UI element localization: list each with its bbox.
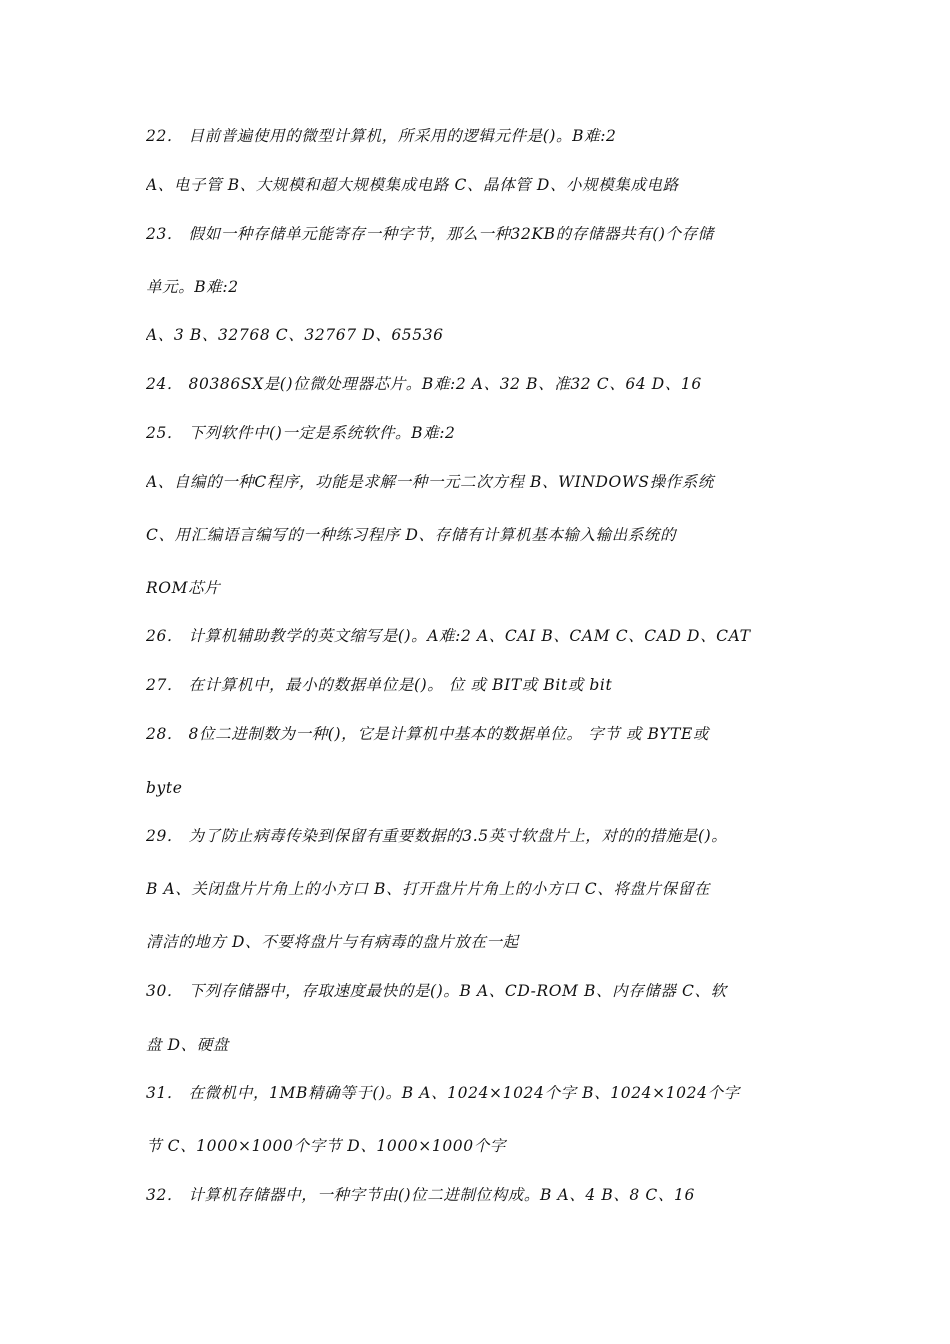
question-29-options-2: 清洁的地方 D、不要将盘片与有病毒的盘片放在一起	[146, 933, 519, 951]
question-29-options-1: B A、关闭盘片片角上的小方口 B、打开盘片片角上的小方口 C、将盘片保留在	[146, 880, 710, 898]
question-31-text: 31． 在微机中，1MB精确等于()。B A、1024×1024个字 B、1024×1024个字	[146, 1084, 740, 1102]
question-25-options-2: C、用汇编语言编写的一种练习程序 D、存储有计算机基本输入输出系统的	[146, 526, 677, 544]
question-27-text: 27． 在计算机中，最小的数据单位是()。 位 或 BIT或 Bit或 bit	[146, 676, 613, 694]
question-28-text: 28． 8位二进制数为一种()，它是计算机中基本的数据单位。 字节 或 BYTE或	[146, 725, 709, 743]
question-24-text: 24． 80386SX是()位微处理器芯片。B难:2 A、32 B、准32 C、64 D、16	[146, 375, 702, 393]
question-25-options-1: A、自编的一种C程序，功能是求解一种一元二次方程 B、WINDOWS操作系统	[146, 473, 714, 491]
question-23-text-cont: 单元。B难:2	[146, 278, 239, 296]
question-28-text-cont: byte	[146, 779, 183, 797]
question-25-options-3: ROM芯片	[146, 579, 221, 597]
question-29-text: 29． 为了防止病毒传染到保留有重要数据的3.5英寸软盘片上，对的的措施是()。	[146, 827, 728, 845]
question-30-text-cont: 盘 D、硬盘	[146, 1036, 229, 1054]
question-25-text: 25． 下列软件中()一定是系统软件。B难:2	[146, 424, 456, 442]
question-22-text: 22． 目前普遍使用的微型计算机，所采用的逻辑元件是()。B难:2	[146, 127, 617, 145]
question-32-text: 32． 计算机存储器中，一种字节由()位二进制位构成。B A、4 B、8 C、16	[146, 1186, 695, 1204]
question-23-options: A、3 B、32768 C、32767 D、65536	[146, 326, 444, 344]
question-26-text: 26． 计算机辅助教学的英文缩写是()。A难:2 A、CAI B、CAM C、CAD D、CAT	[146, 627, 751, 645]
question-23-text: 23． 假如一种存储单元能寄存一种字节，那么一种32KB的存储器共有()个存储	[146, 225, 714, 243]
question-30-text: 30． 下列存储器中，存取速度最快的是()。B A、CD-ROM B、内存储器 C、软	[146, 982, 727, 1000]
question-31-text-cont: 节 C、1000×1000个字节 D、1000×1000个字	[146, 1137, 506, 1155]
question-22-options: A、电子管 B、大规模和超大规模集成电路 C、晶体管 D、小规模集成电路	[146, 176, 679, 194]
